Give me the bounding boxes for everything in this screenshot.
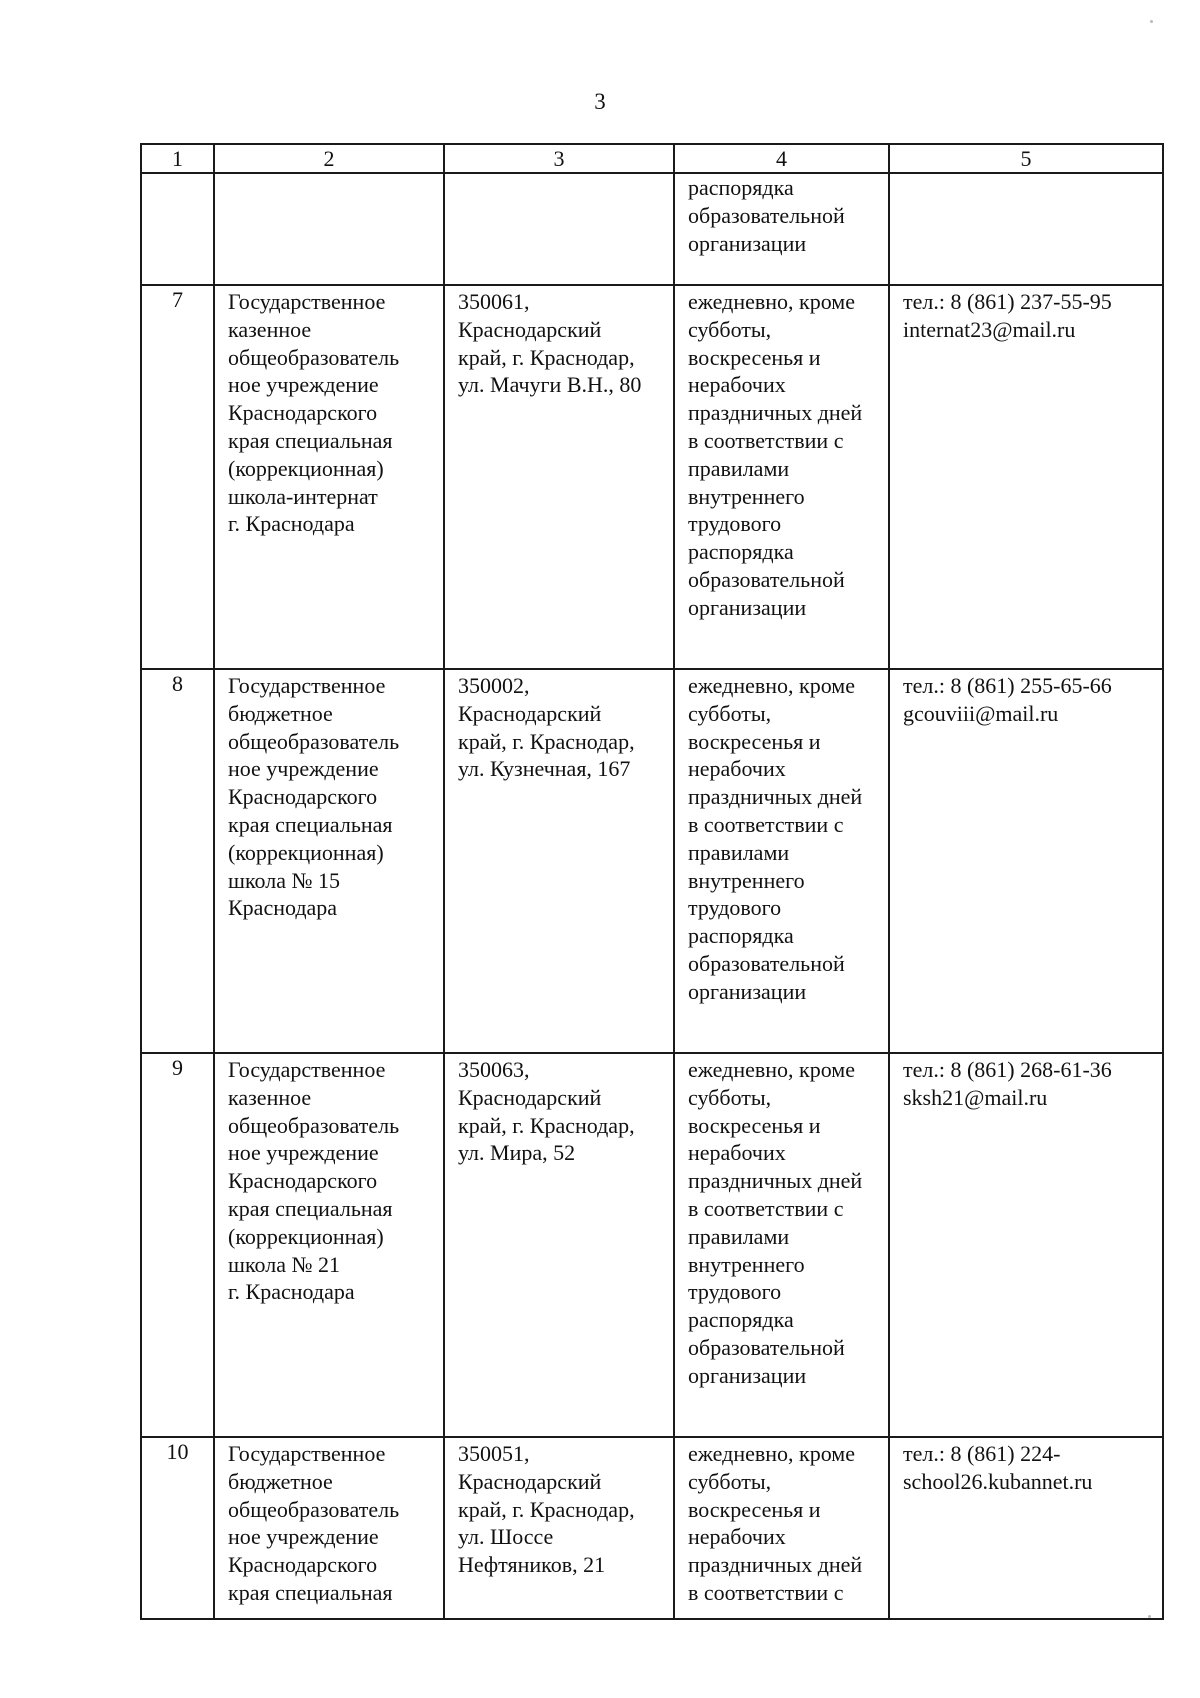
- column-header-name: 2: [214, 144, 444, 173]
- cell-address: 350002, Краснодарский край, г. Краснодар, ул. Кузнечная, 167: [444, 669, 674, 1053]
- column-header-address: 3: [444, 144, 674, 173]
- cell-contacts: [889, 173, 1163, 285]
- cell-address: 350061, Краснодарский край, г. Краснодар, ул. Мачуги В.Н., 80: [444, 285, 674, 669]
- cell-contacts: тел.: 8 (861) 268-61-36 sksh21@mail.ru: [889, 1053, 1163, 1437]
- cell-schedule: ежедневно, кроме субботы, воскресенья и нерабочих праздничных дней в соответствии с: [674, 1437, 889, 1619]
- cell-number: 10: [141, 1437, 214, 1619]
- table-row: [141, 1437, 1163, 1619]
- column-header-contacts: 5: [889, 144, 1163, 173]
- table-header-row: [141, 144, 1163, 173]
- institutions-table: [140, 143, 1164, 1620]
- scan-artifact-dot: [1148, 1615, 1151, 1618]
- cell-schedule: ежедневно, кроме субботы, воскресенья и нерабочих праздничных дней в соответствии с правилами внутреннего трудового распорядка образовательной организации: [674, 669, 889, 1053]
- cell-schedule: ежедневно, кроме субботы, воскресенья и нерабочих праздничных дней в соответствии с правилами внутреннего трудового распорядка образовательной организации: [674, 285, 889, 669]
- cell-name: Государственное бюджетное общеобразователь ное учреждение Краснодарского края специальная (коррекционная) школа № 15 Краснодара: [214, 669, 444, 1053]
- cell-name: [214, 173, 444, 285]
- cell-contacts: тел.: 8 (861) 237-55-95 internat23@mail.ru: [889, 285, 1163, 669]
- cell-name: Государственное казенное общеобразователь ное учреждение Краснодарского края специальная (коррекционная) школа-интернат г. Краснодара: [214, 285, 444, 669]
- cell-address: 350051, Краснодарский край, г. Краснодар, ул. Шоссе Нефтяников, 21: [444, 1437, 674, 1619]
- cell-number: 7: [141, 285, 214, 669]
- cell-address: 350063, Краснодарский край, г. Краснодар, ул. Мира, 52: [444, 1053, 674, 1437]
- cell-address: [444, 173, 674, 285]
- cell-schedule: ежедневно, кроме субботы, воскресенья и нерабочих праздничных дней в соответствии с правилами внутреннего трудового распорядка образовательной организации: [674, 1053, 889, 1437]
- scan-artifact-dot: [1150, 20, 1153, 23]
- table-row: [141, 1053, 1163, 1437]
- table-row: [141, 669, 1163, 1053]
- cell-contacts: тел.: 8 (861) 255-65-66 gcouviii@mail.ru: [889, 669, 1163, 1053]
- cell-number: 9: [141, 1053, 214, 1437]
- cell-contacts: тел.: 8 (861) 224- school26.kubannet.ru: [889, 1437, 1163, 1619]
- column-header-schedule: 4: [674, 144, 889, 173]
- column-header-number: 1: [141, 144, 214, 173]
- page-number: 3: [594, 89, 606, 114]
- cell-name: Государственное казенное общеобразователь ное учреждение Краснодарского края специальная (коррекционная) школа № 21 г. Краснодара: [214, 1053, 444, 1437]
- cell-number: [141, 173, 214, 285]
- table-row-continuation: [141, 173, 1163, 285]
- cell-schedule: распорядка образовательной организации: [674, 173, 889, 285]
- cell-number: 8: [141, 669, 214, 1053]
- table-row: [141, 285, 1163, 669]
- cell-name: Государственное бюджетное общеобразователь ное учреждение Краснодарского края специальная: [214, 1437, 444, 1619]
